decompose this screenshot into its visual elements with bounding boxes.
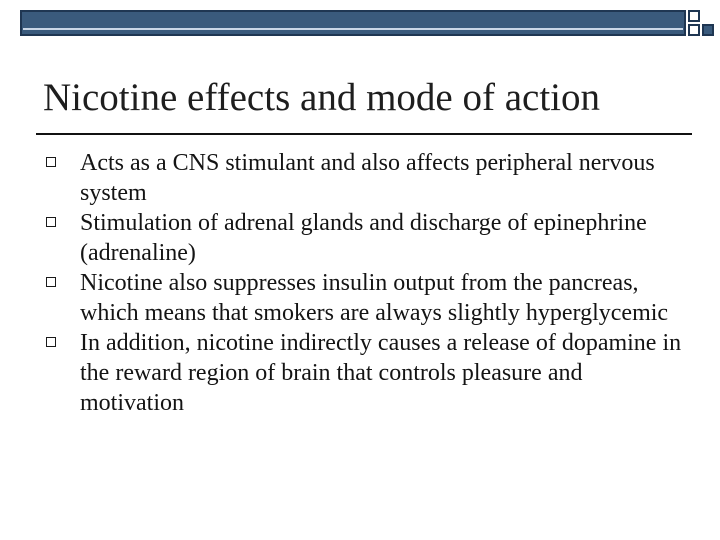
- title-divider: [36, 133, 692, 135]
- bullet-text: In addition, nicotine indirectly causes a release of dopamine in the reward region of brain that controls pleasure and motivation: [80, 330, 682, 416]
- bullet-item: [44, 328, 684, 418]
- square-bullet-icon: [46, 337, 56, 347]
- bullet-item: [44, 148, 684, 208]
- header-decoration-bar: [20, 10, 686, 36]
- bullet-text: Nicotine also suppresses insulin output from the pancreas, which means that smokers are always slightly hyperglycemic: [80, 270, 669, 326]
- square-bullet-icon: [46, 157, 56, 167]
- bullet-list: [44, 148, 684, 418]
- header-decoration-box-icon: [688, 24, 700, 36]
- square-bullet-icon: [46, 277, 56, 287]
- bullet-item: [44, 268, 684, 328]
- bullet-text: Acts as a CNS stimulant and also affects peripheral nervous system: [80, 150, 655, 206]
- square-bullet-icon: [46, 217, 56, 227]
- header-decoration-box-icon: [702, 24, 714, 36]
- bullet-item: [44, 208, 684, 268]
- bullet-text: Stimulation of adrenal glands and discharge of epinephrine (adrenaline): [80, 210, 647, 266]
- header-decoration-box-icon: [688, 10, 700, 22]
- slide-title: Nicotine effects and mode of action: [43, 76, 600, 119]
